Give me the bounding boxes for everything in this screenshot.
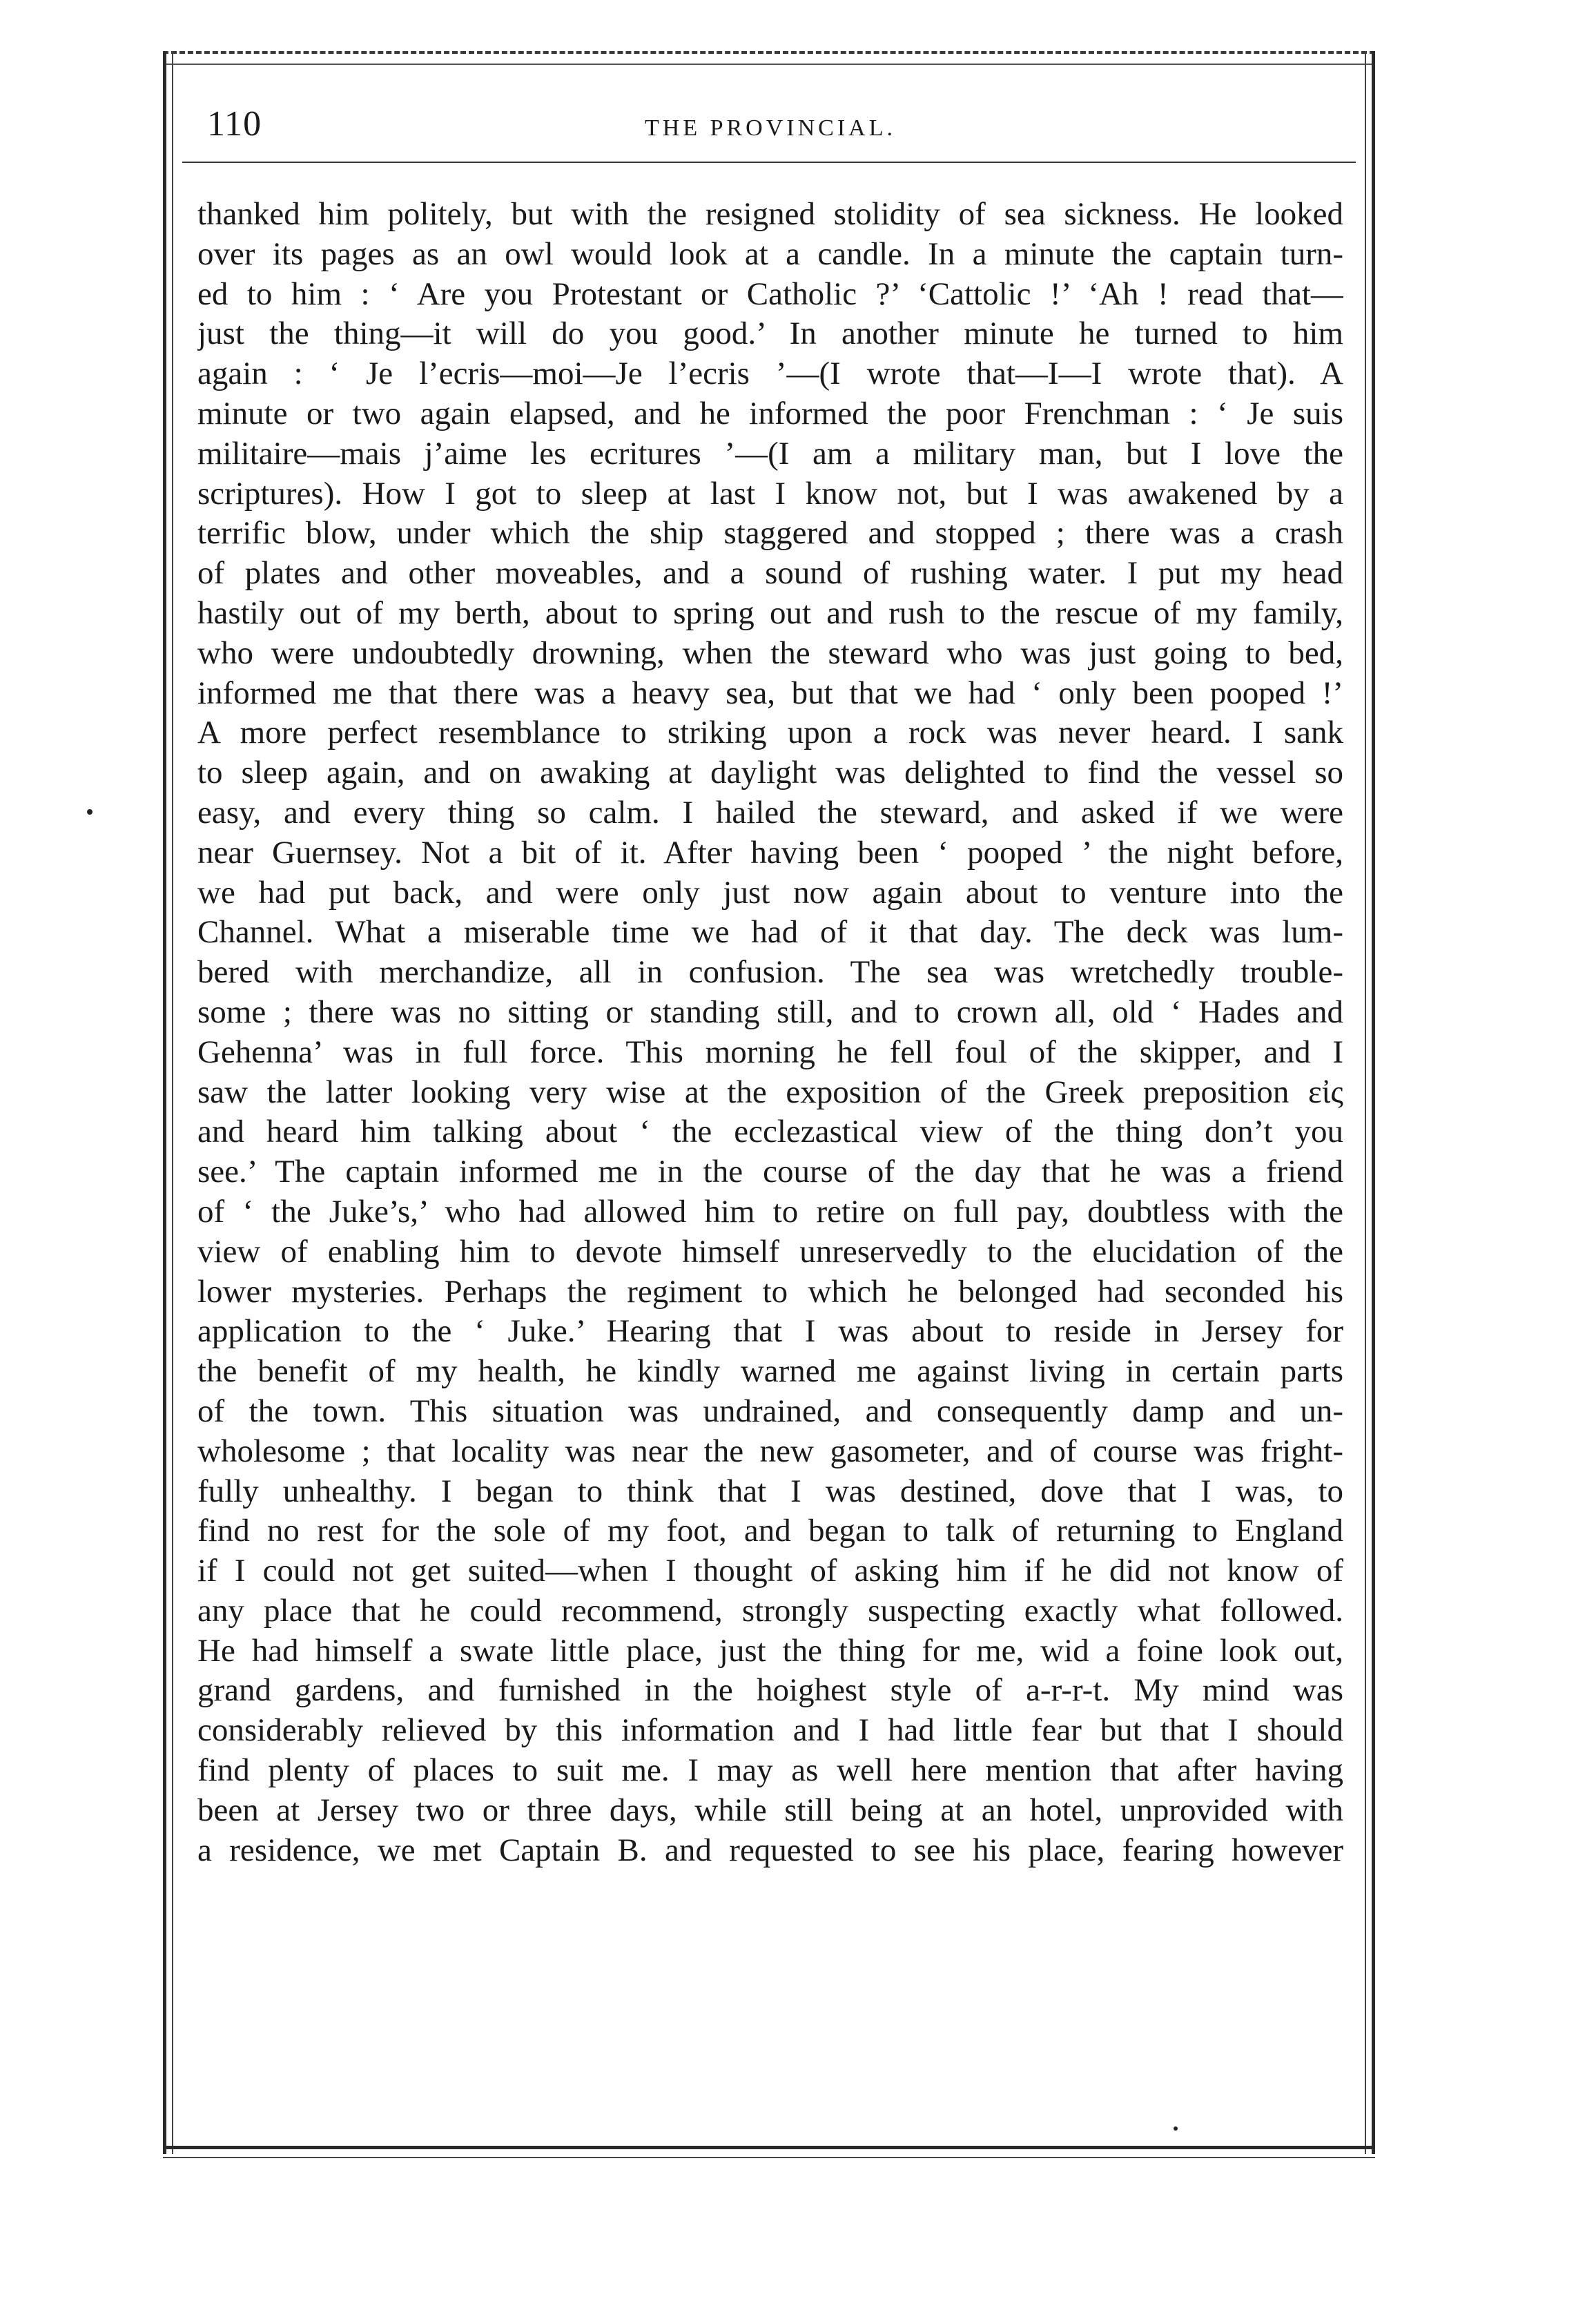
- text-line: just the thing—it will do you good.’ In another minute he turned to him: [197, 316, 1343, 352]
- text-line: if I could not get suited—when I thought of asking him if he did not know of: [197, 1553, 1343, 1589]
- text-line: scriptures). How I got to sleep at last I know not, but I was awakened by a: [197, 475, 1343, 512]
- frame-bottom-rule-inner: [163, 2157, 1375, 2158]
- text-line: Channel. What a miserable time we had of it that day. The deck was lum-: [197, 914, 1343, 951]
- text-line: lower mysteries. Perhaps the regiment to which he belonged had seconded his: [197, 1273, 1343, 1310]
- text-line: over its pages as an owl would look at a candle. In a minute the captain turn-: [197, 235, 1343, 272]
- text-line: some ; there was no sitting or standing still, and to crown all, old ‘ Hades and: [197, 993, 1343, 1030]
- text-line: again : ‘ Je l’ecris—moi—Je l’ecris ’—(I wrote that—I—I wrote that). A: [197, 356, 1343, 392]
- text-line: we had put back, and were only just now again about to venture into the: [197, 874, 1343, 911]
- running-head: THE PROVINCIAL.: [645, 115, 896, 141]
- text-line: minute or two again elapsed, and he informed the poor Frenchman : ‘ Je suis: [197, 395, 1343, 432]
- text-line: ed to him : ‘ Are you Protestant or Catholic ?’ ‘Cattolic !’ ‘Ah ! read that—: [197, 275, 1343, 312]
- text-line: the benefit of my health, he kindly warned me against living in certain parts: [197, 1353, 1343, 1390]
- text-line: easy, and every thing so calm. I hailed the steward, and asked if we were: [197, 794, 1343, 831]
- text-line: grand gardens, and furnished in the hoighest style of a-r-r-t. My mind was: [197, 1672, 1343, 1709]
- frame-bottom-rule: [163, 2146, 1375, 2149]
- page-number: 110: [207, 104, 262, 144]
- text-line: and heard him talking about ‘ the ecclezastical view of the thing don’t you: [197, 1114, 1343, 1150]
- text-line: hastily out of my berth, about to spring out and rush to the rescue of my family,: [197, 594, 1343, 631]
- text-line: militaire—mais j’aime les ecritures ’—(I am a military man, but I love the: [197, 435, 1343, 472]
- text-line: find plenty of places to suit me. I may as well here mention that after having: [197, 1752, 1343, 1789]
- text-line: who were undoubtedly drowning, when the steward who was just going to bed,: [197, 634, 1343, 671]
- text-line: bered with merchandize, all in confusion. The sea was wretchedly trouble-: [197, 954, 1343, 991]
- header-rule: [182, 162, 1356, 163]
- bottom-mark: [1174, 2126, 1178, 2131]
- text-line: any place that he could recommend, strongly suspecting exactly what followed.: [197, 1592, 1343, 1629]
- text-line: terrific blow, under which the ship staggered and stopped ; there was a crash: [197, 515, 1343, 552]
- text-line: Gehenna’ was in full force. This morning he fell foul of the skipper, and I: [197, 1034, 1343, 1070]
- text-line: to sleep again, and on awaking at daylight was delighted to find the vessel so: [197, 755, 1343, 791]
- text-line: near Guernsey. Not a bit of it. After having been ‘ pooped ’ the night before,: [197, 834, 1343, 871]
- text-line: He had himself a swate little place, just the thing for me, wid a foine look out,: [197, 1632, 1343, 1669]
- text-line: been at Jersey two or three days, while still being at an hotel, unprovided with: [197, 1792, 1343, 1828]
- text-line: fully unhealthy. I began to think that I was destined, dove that I was, to: [197, 1473, 1343, 1509]
- text-line: wholesome ; that locality was near the new gasometer, and of course was fright-: [197, 1433, 1343, 1469]
- text-line: of plates and other moveables, and a sound of rushing water. I put my head: [197, 555, 1343, 592]
- text-line: saw the latter looking very wise at the exposition of the Greek preposition εἰς: [197, 1074, 1343, 1110]
- text-line: see.’ The captain informed me in the course of the day that he was a friend: [197, 1154, 1343, 1190]
- text-line: find no rest for the sole of my foot, and began to talk of returning to England: [197, 1513, 1343, 1549]
- text-line: application to the ‘ Juke.’ Hearing that I was about to reside in Jersey for: [197, 1313, 1343, 1350]
- text-line: informed me that there was a heavy sea, but that we had ‘ only been pooped !’: [197, 675, 1343, 711]
- body-text: [197, 195, 1343, 1870]
- page-header: [197, 97, 1343, 152]
- text-line: a residence, we met Captain B. and requested to see his place, fearing however: [197, 1832, 1343, 1868]
- text-line: of the town. This situation was undrained, and consequently damp and un-: [197, 1393, 1343, 1429]
- frame-inner-left-rule: [172, 51, 173, 2154]
- frame-inner-right-rule: [1365, 51, 1366, 2154]
- text-line: of ‘ the Juke’s,’ who had allowed him to retire on full pay, doubtless with the: [197, 1193, 1343, 1230]
- text-line: considerably relieved by this information and I had little fear but that I should: [197, 1712, 1343, 1749]
- text-line: thanked him politely, but with the resigned stolidity of sea sickness. He looked: [197, 196, 1343, 232]
- text-line: view of enabling him to devote himself unreservedly to the elucidation of the: [197, 1233, 1343, 1270]
- text-line: A more perfect resemblance to striking upon a rock was never heard. I sank: [197, 715, 1343, 751]
- margin-mark: [87, 809, 93, 815]
